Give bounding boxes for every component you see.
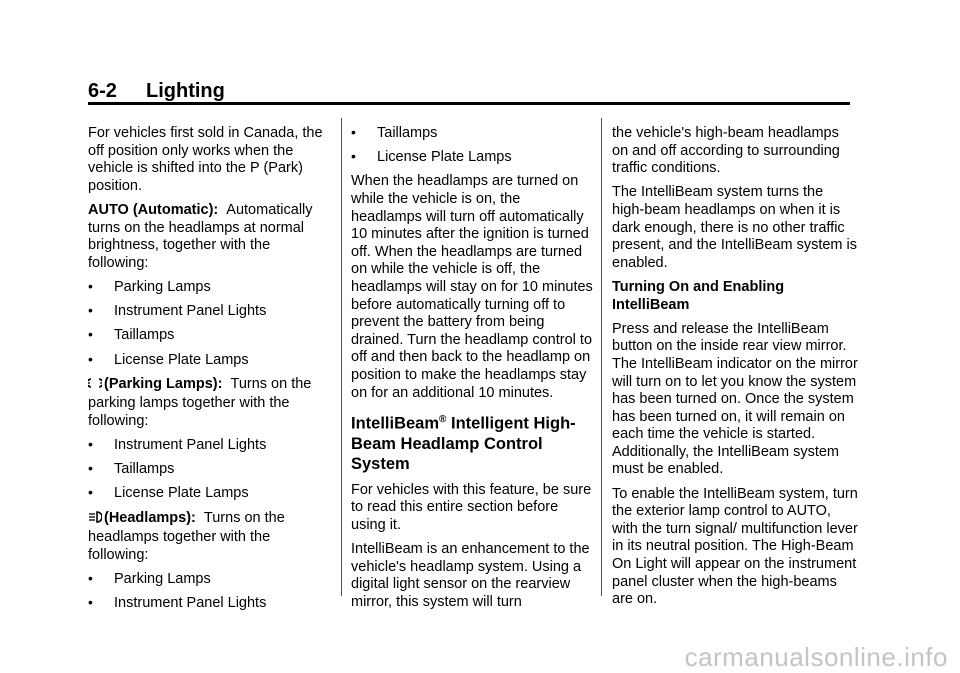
headlamps-text: Turns on the headlamps together with the following:	[88, 509, 285, 563]
list-item: • Taillamps	[88, 326, 175, 344]
enable-subheading: Turning On and Enabling IntelliBeam	[612, 278, 785, 313]
bullet-dot: •	[88, 484, 93, 501]
bullet-dot: •	[88, 302, 93, 319]
canada-note: For vehicles first sold in Canada, the off position only works when the vehicle is shifted into the P (Park) position.	[88, 125, 323, 194]
section-title: Lighting	[146, 80, 225, 102]
enable-instructions: Press and release the IntelliBeam button on the inside rear view mirror. The IntelliBeam indicator on the mirror will turn on to let you know the system has been turned on. Once the system has been turned on, it will remain on each time the vehicle is started. Additionally, the IntelliBeam system must be enabled.	[612, 320, 858, 478]
intellibeam-conditions: The IntelliBeam system turns the high-beam headlamps on when it is dark enough, there is no other traffic present, and the IntelliBeam system is enabled.	[612, 184, 858, 271]
auto-label: AUTO (Automatic):	[88, 201, 219, 218]
column-divider-1	[341, 118, 342, 596]
parking-paragraph	[88, 376, 334, 431]
list-item: • Parking Lamps	[88, 570, 211, 587]
enable-steps: To enable the IntelliBeam system, turn the exterior lamp control to AUTO, with the turn signal/ multifunction lever in its neutral position. The High-Beam On Light will appear on the instrument panel cluster when the high-beams are on.	[612, 485, 858, 608]
bullet-dot: •	[88, 326, 93, 343]
bullet-dot: •	[88, 277, 93, 294]
headlamps-label: (Headlamps):	[104, 509, 196, 526]
parking-list	[88, 437, 334, 503]
column-1	[88, 125, 334, 619]
list-item: • Taillamps	[351, 124, 438, 141]
intellibeam-continued: the vehicle's high-beam headlamps on and off according to surrounding traffic conditions.	[612, 125, 840, 177]
bullet-dot: •	[88, 350, 93, 367]
bullet-dot: •	[351, 148, 356, 165]
page-header	[88, 80, 225, 103]
column-3	[612, 125, 858, 615]
list-item: • Taillamps	[88, 460, 175, 478]
bullet-dot: •	[88, 436, 93, 453]
auto-text: Automatically turns on the headlamps at normal brightness, together with the following:	[88, 201, 313, 271]
parking-lamps-icon	[88, 376, 102, 396]
auto-paragraph	[88, 202, 334, 272]
bullet-dot: •	[88, 460, 93, 477]
auto-off-paragraph: When the headlamps are turned on while the vehicle is on, the headlamps will turn off automatically 10 minutes after the ignition is turned off. When the headlamps are turned on while the vehicle is off, the headlamps will stay on for 10 minutes before automatically turning off to prevent the battery from being drained. Turn the headlamp control to off and then back to the headlamp on position to make the headlamps stay on for an additional 10 minutes.	[351, 173, 593, 401]
list-item: • Parking Lamps	[88, 277, 211, 295]
column-2	[351, 125, 595, 618]
list-item: • Instrument Panel Lights	[88, 594, 267, 612]
intellibeam-heading: IntelliBeam® Intelligent High-Beam Headlamp Control System	[351, 414, 576, 473]
feature-note: For vehicles with this feature, be sure to read this entire section before using it.	[351, 481, 592, 533]
page-number: 6-2	[88, 80, 117, 102]
list-item: • License Plate Lamps	[351, 148, 512, 166]
list-item: • License Plate Lamps	[88, 484, 249, 502]
list-item: • License Plate Lamps	[88, 350, 249, 368]
headlamps-paragraph	[88, 510, 334, 565]
parking-label: (Parking Lamps):	[104, 375, 223, 392]
list-item: • Instrument Panel Lights	[88, 436, 267, 454]
bullet-dot: •	[88, 570, 93, 586]
bullet-dot: •	[88, 594, 93, 611]
watermark: carmanualsonline.info	[684, 642, 948, 672]
auto-list	[88, 279, 334, 369]
headlamps-list	[88, 571, 334, 613]
header-rule	[88, 102, 850, 105]
parking-text: Turns on the parking lamps together with the following:	[88, 375, 312, 429]
intellibeam-intro: IntelliBeam is an enhancement to the vehicle's headlamp system. Using a digital light sensor on the rearview mirror, this system will turn	[351, 540, 590, 610]
headlamp-icon	[88, 510, 102, 530]
list-item: • Instrument Panel Lights	[88, 302, 267, 320]
bullet-dot: •	[351, 124, 356, 140]
column-divider-2	[601, 118, 602, 596]
